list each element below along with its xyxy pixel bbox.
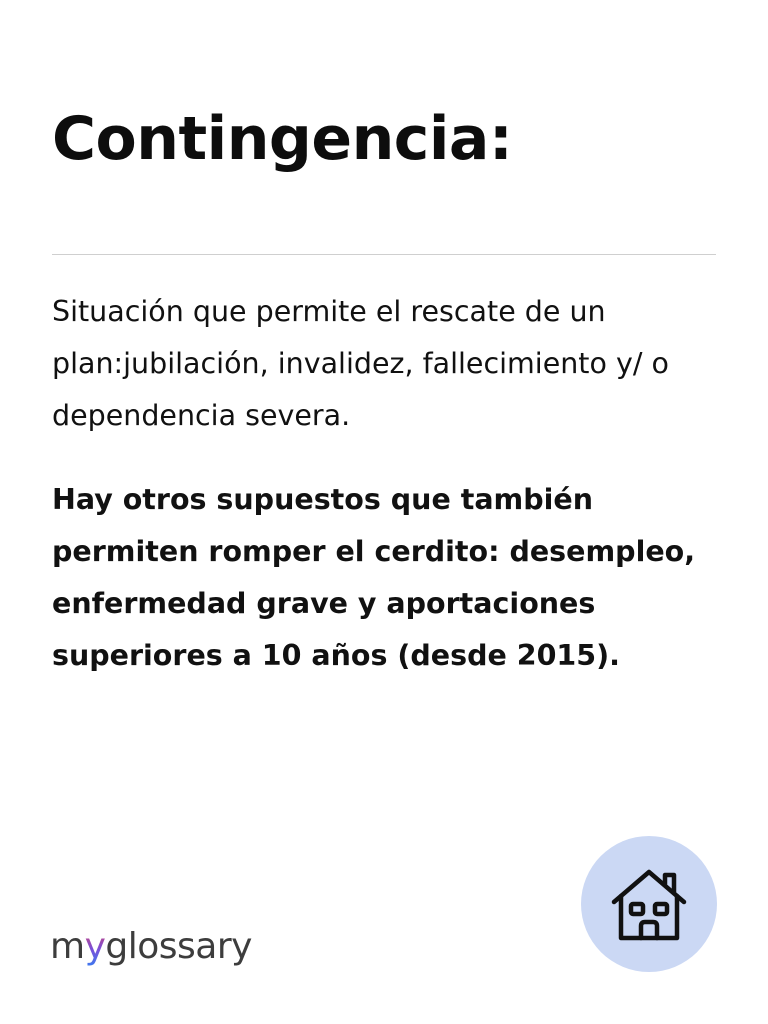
logo-suffix: glossary <box>105 926 252 967</box>
definition-text: Situación que permite el rescate de un plan:jubilación, invalidez, fallecimiento y/ o dependencia severa. <box>52 295 669 432</box>
myglossary-logo <box>50 926 252 967</box>
note-text: Hay otros supuestos que también permiten romper el cerdito: desempleo, enfermedad grave y aportaciones superiores a 10 años (desde 2015). <box>52 483 696 672</box>
divider <box>52 254 716 255</box>
home-button[interactable] <box>581 836 717 972</box>
page-title: Contingencia: <box>52 104 513 174</box>
home-icon <box>607 862 691 946</box>
logo-accent-letter: y <box>84 926 106 967</box>
logo-prefix: m <box>50 926 85 967</box>
